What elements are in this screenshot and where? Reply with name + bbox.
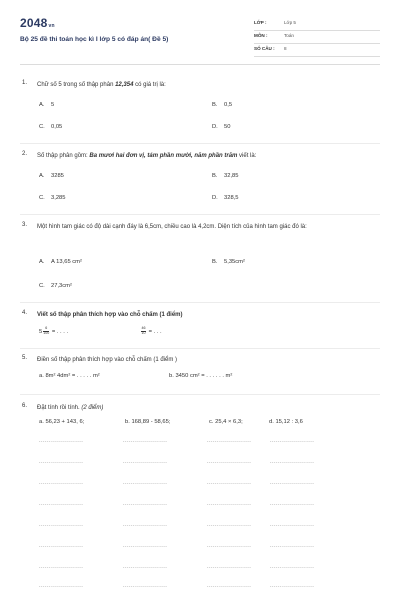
option-key: B.	[212, 173, 218, 179]
question-text: Viết số thập phân thích hợp vào chỗ chấm (1 điểm)	[37, 312, 183, 318]
question-number: 1.	[22, 80, 28, 86]
calc-a: a. 56,23 + 143, 6;	[39, 419, 85, 425]
answer-line[interactable]: ......................	[207, 583, 252, 589]
option-value: 0,5	[224, 102, 233, 108]
fraction	[141, 327, 146, 336]
calc-c: c. 25,4 × 6,3;	[209, 419, 243, 425]
fraction-numerator: 6	[45, 326, 48, 330]
question-3	[20, 222, 380, 294]
meta-value-class: Lớp 5	[284, 20, 296, 25]
answer-line[interactable]: ......................	[207, 501, 252, 507]
question-text-part: có giá trị là:	[133, 82, 166, 88]
option-b[interactable]	[212, 173, 239, 179]
question-divider	[20, 214, 380, 215]
fill-item-2[interactable]	[140, 327, 162, 336]
answer-line[interactable]: ......................	[39, 543, 84, 549]
site-logo[interactable]	[20, 16, 55, 30]
question-number: 5.	[22, 355, 28, 361]
question-number: 6.	[22, 403, 28, 409]
option-key: A.	[39, 259, 45, 265]
question-text: Điền số thập phân thích hợp vào chỗ chấm (1 điểm )	[37, 357, 178, 363]
answer-line[interactable]: ......................	[39, 564, 84, 570]
document-title: Bộ 25 đề thi toán học kì I lớp 5 có đáp án( Đề 5)	[20, 36, 169, 43]
option-value: 328,5	[224, 195, 239, 201]
logo-suffix: vn	[48, 23, 55, 29]
question-text: Một hình tam giác có độ dài cạnh đáy là 6,5cm, chiều cao là 4,2cm. Diện tích của hình tam giác đó là:	[37, 224, 307, 230]
question-number: 3.	[22, 222, 28, 228]
option-value: 5	[51, 102, 55, 108]
question-number-value: 12,354	[115, 82, 134, 88]
answer-line[interactable]: ......................	[123, 543, 168, 549]
answer-line[interactable]: ......................	[39, 522, 84, 528]
answer-line[interactable]: ......................	[207, 480, 252, 486]
answer-line[interactable]: ......................	[123, 522, 168, 528]
answer-line[interactable]: ......................	[123, 501, 168, 507]
fill-item-1[interactable]	[39, 327, 68, 336]
option-a[interactable]	[39, 259, 82, 265]
mixed-whole: 5	[39, 328, 43, 335]
option-key: D.	[212, 195, 218, 201]
answer-line[interactable]: ......................	[207, 522, 252, 528]
fraction	[43, 327, 49, 336]
meta-row-count	[254, 44, 380, 57]
answer-line[interactable]: ......................	[270, 522, 315, 528]
option-value: 27,3cm²	[51, 283, 72, 289]
meta-value-count: 8	[284, 46, 287, 51]
question-bold-text: Ba mươi hai đơn vị, tám phần mười, năm phần trăm	[89, 153, 238, 159]
logo-text: 2048	[20, 16, 48, 30]
question-5	[20, 355, 380, 385]
option-c[interactable]	[39, 195, 66, 201]
answer-line[interactable]: ......................	[270, 438, 315, 444]
meta-row-subject	[254, 31, 380, 44]
option-d[interactable]	[212, 195, 239, 201]
fill-blank: = . . .	[147, 328, 162, 335]
option-d[interactable]	[212, 124, 230, 130]
option-value: 3285	[51, 173, 64, 179]
answer-line[interactable]: ......................	[39, 438, 84, 444]
answer-line[interactable]: ......................	[270, 501, 315, 507]
meta-label-subject: MÔN :	[254, 33, 268, 38]
question-divider	[20, 394, 380, 395]
question-number: 2.	[22, 151, 28, 157]
answer-line[interactable]: ......................	[123, 564, 168, 570]
question-1	[20, 80, 380, 136]
option-key: B.	[212, 259, 218, 265]
question-number: 4.	[22, 310, 28, 316]
option-key: A.	[39, 173, 45, 179]
answer-line[interactable]: ......................	[123, 459, 168, 465]
option-a[interactable]	[39, 173, 64, 179]
fill-blank: = . . . .	[50, 328, 69, 335]
answer-line[interactable]: ......................	[207, 543, 252, 549]
option-key: C.	[39, 283, 45, 289]
answer-line[interactable]: ......................	[39, 583, 84, 589]
question-divider	[20, 348, 380, 349]
document-header	[20, 16, 380, 60]
option-c[interactable]	[39, 124, 62, 130]
option-value: 0,05	[51, 124, 63, 130]
option-value: A 13,65 cm²	[51, 259, 82, 265]
answer-line[interactable]: ......................	[123, 583, 168, 589]
option-key: C.	[39, 124, 45, 130]
answer-line[interactable]: ......................	[39, 501, 84, 507]
answer-line[interactable]: ......................	[270, 543, 315, 549]
question-text-part: Số thập phân gồm:	[37, 153, 90, 159]
answer-line[interactable]: ......................	[39, 459, 84, 465]
fraction-denominator: 10	[141, 330, 146, 335]
meta-label-class: LỚP :	[254, 20, 267, 25]
answer-line[interactable]: ......................	[39, 480, 84, 486]
answer-line[interactable]: ......................	[270, 480, 315, 486]
option-a[interactable]	[39, 102, 54, 108]
fill-item-b[interactable]: b. 3450 cm² = . . . . . . m²	[169, 373, 233, 379]
meta-value-subject: Toán	[284, 33, 294, 38]
option-value: 50	[224, 124, 231, 130]
answer-line[interactable]: ......................	[123, 438, 168, 444]
calc-b: b. 168,89 - 58,65;	[125, 419, 171, 425]
header-divider	[20, 64, 380, 65]
option-key: D.	[212, 124, 218, 130]
answer-line[interactable]: ......................	[270, 564, 315, 570]
fill-item-a[interactable]: a. 8m² 4dm² = . . . . . m²	[39, 373, 100, 379]
calc-d: d. 15,12 : 3,6	[269, 419, 303, 425]
question-2	[20, 151, 380, 207]
meta-info	[254, 18, 380, 57]
question-text	[37, 80, 377, 91]
question-text-part: viết là:	[237, 153, 257, 159]
meta-label-count: SỐ CÂU :	[254, 46, 275, 51]
question-text	[37, 151, 377, 162]
option-b[interactable]	[212, 102, 232, 108]
question-divider	[20, 143, 380, 144]
option-value: 3,285	[51, 195, 66, 201]
option-key: C.	[39, 195, 45, 201]
option-key: A.	[39, 102, 45, 108]
fraction-numerator: 46	[141, 326, 146, 330]
option-value: 32,85	[224, 173, 239, 179]
question-divider	[20, 302, 380, 303]
option-value: 5,35cm²	[224, 259, 245, 265]
option-b[interactable]	[212, 259, 245, 265]
answer-line[interactable]: ......................	[207, 564, 252, 570]
answer-line[interactable]: ......................	[207, 438, 252, 444]
question-text-part: Đặt tính rồi tính.	[37, 405, 80, 411]
question-6	[20, 403, 380, 593]
fraction-denominator: 100	[43, 330, 50, 335]
answer-line[interactable]: ......................	[270, 459, 315, 465]
question-note: (2 điểm)	[81, 405, 104, 411]
option-c[interactable]	[39, 283, 72, 289]
question-text	[37, 403, 377, 414]
answer-line[interactable]: ......................	[123, 480, 168, 486]
question-4	[20, 310, 380, 342]
answer-line[interactable]: ......................	[207, 459, 252, 465]
meta-row-class	[254, 18, 380, 31]
answer-line[interactable]: ......................	[270, 583, 315, 589]
option-key: B.	[212, 102, 218, 108]
question-text-part: Chữ số 5 trong số thập phân	[37, 82, 116, 88]
